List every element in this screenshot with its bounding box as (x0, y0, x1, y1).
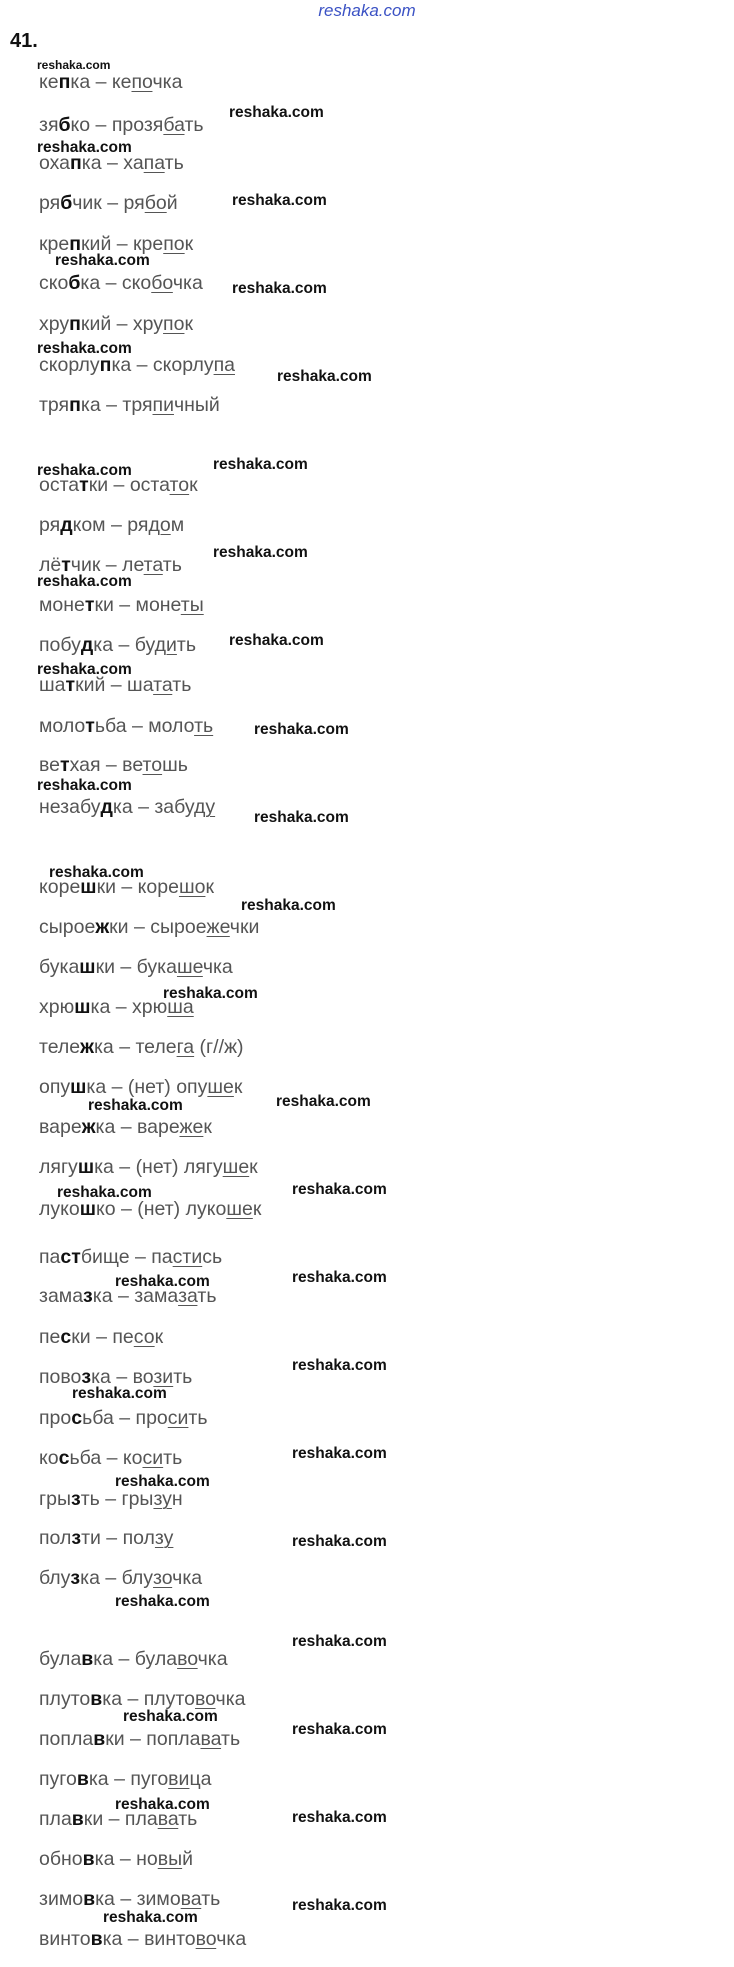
word-pair-row: сыроeжки – сыроeжечки (39, 916, 260, 938)
word-pair-row: блузка – блузочка (39, 1567, 203, 1589)
watermark: reshaka.com (37, 139, 132, 156)
word-pair-row: охапка – хапать (39, 152, 184, 174)
watermark: reshaka.com (103, 1909, 198, 1926)
word-pair-row: молотьба – молоть (39, 715, 214, 737)
word-pair-row: побудка – будить (39, 634, 196, 656)
watermark: reshaka.com (213, 456, 308, 473)
word-pair-row: рябчик – рябой (39, 192, 178, 214)
watermark: reshaka.com (123, 1708, 218, 1725)
watermark: reshaka.com (37, 58, 111, 72)
watermark: reshaka.com (163, 985, 258, 1002)
word-pair-row: опушка – (нет) опушек (39, 1076, 243, 1098)
watermark: reshaka.com (72, 1385, 167, 1402)
word-pair-row: скобка – скобочка (39, 272, 203, 294)
watermark: reshaka.com (277, 368, 372, 385)
watermark: reshaka.com (115, 1796, 210, 1813)
word-pair-row: тележка – телега (г//ж) (39, 1036, 244, 1058)
watermark: reshaka.com (241, 897, 336, 914)
watermark: reshaka.com (292, 1445, 387, 1462)
watermark: reshaka.com (292, 1269, 387, 1286)
word-pair-row: хрюшка – хрюша (39, 996, 194, 1018)
word-pair-row: хрупкий – хрупок (39, 313, 193, 335)
watermark: reshaka.com (254, 721, 349, 738)
word-pair-row: рядком – рядом (39, 514, 185, 536)
watermark: reshaka.com (37, 573, 132, 590)
watermark: reshaka.com (276, 1093, 371, 1110)
word-pair-row: незабудка – забуду (39, 796, 216, 818)
word-pair-row: винтовка – винтовочка (39, 1928, 247, 1950)
word-pair-row: плавки – плавать (39, 1808, 198, 1830)
word-pair-row: кепка – кепочка (39, 71, 183, 93)
word-pair-row: замазка – замазать (39, 1285, 217, 1307)
word-pair-row: лётчик – летать (39, 554, 182, 576)
watermark: reshaka.com (292, 1633, 387, 1650)
watermark: reshaka.com (292, 1533, 387, 1550)
watermark: reshaka.com (115, 1473, 210, 1490)
word-pair-row: корешки – корешок (39, 876, 214, 898)
watermark: reshaka.com (292, 1809, 387, 1826)
site-header: reshaka.com (318, 1, 416, 20)
watermark: reshaka.com (232, 280, 327, 297)
word-pair-row: просьба – просить (39, 1407, 208, 1429)
watermark: reshaka.com (37, 661, 132, 678)
word-pair-row: ветхая – ветошь (39, 754, 188, 776)
word-pair-row: зябко – прозябать (39, 114, 204, 136)
word-pair-row: монетки – монеты (39, 594, 204, 616)
word-pair-row: крепкий – крепок (39, 233, 194, 255)
word-pair-row: ползти – ползу (39, 1527, 174, 1549)
word-pair-row: обновка – новый (39, 1848, 194, 1870)
watermark: reshaka.com (213, 544, 308, 561)
word-pair-row: булавка – булавочка (39, 1648, 228, 1670)
watermark: reshaka.com (37, 340, 132, 357)
watermark: reshaka.com (292, 1897, 387, 1914)
watermark: reshaka.com (292, 1181, 387, 1198)
word-pair-row: лукошко – (нет) лукошек (39, 1198, 262, 1220)
word-pair-row: варежка – варежек (39, 1116, 212, 1138)
watermark: reshaka.com (292, 1721, 387, 1738)
exercise-number: 41. (10, 30, 38, 52)
watermark: reshaka.com (37, 777, 132, 794)
word-pair-row: букашки – букашечка (39, 956, 233, 978)
watermark: reshaka.com (57, 1184, 152, 1201)
watermark: reshaka.com (49, 864, 144, 881)
watermark: reshaka.com (232, 192, 327, 209)
word-pair-row: зимовка – зимовать (39, 1888, 221, 1910)
watermark: reshaka.com (37, 462, 132, 479)
word-pair-row: повозка – возить (39, 1366, 193, 1388)
word-pair-row: шаткий – шатать (39, 674, 192, 696)
word-pair-row: скорлупка – скорлупа (39, 354, 235, 376)
word-pair-row: поплавки – поплавать (39, 1728, 241, 1750)
watermark: reshaka.com (229, 104, 324, 121)
word-pair-row: тряпка – тряпичный (39, 394, 220, 416)
word-pair-row: пески – песок (39, 1326, 164, 1348)
word-pair-row: грызть – грызун (39, 1488, 183, 1510)
word-pair-row: остатки – остаток (39, 474, 198, 496)
watermark: reshaka.com (55, 252, 150, 269)
watermark: reshaka.com (254, 809, 349, 826)
watermark: reshaka.com (229, 632, 324, 649)
word-pair-row: косьба – косить (39, 1447, 183, 1469)
watermark: reshaka.com (292, 1357, 387, 1374)
watermark: reshaka.com (88, 1097, 183, 1114)
word-pair-row: пастбище – пастись (39, 1246, 223, 1268)
word-pair-row: пуговка – пуговица (39, 1768, 212, 1790)
watermark: reshaka.com (115, 1273, 210, 1290)
watermark: reshaka.com (115, 1593, 210, 1610)
word-pair-row: плутовка – плутовочка (39, 1688, 246, 1710)
word-pair-row: лягушка – (нет) лягушек (39, 1156, 258, 1178)
